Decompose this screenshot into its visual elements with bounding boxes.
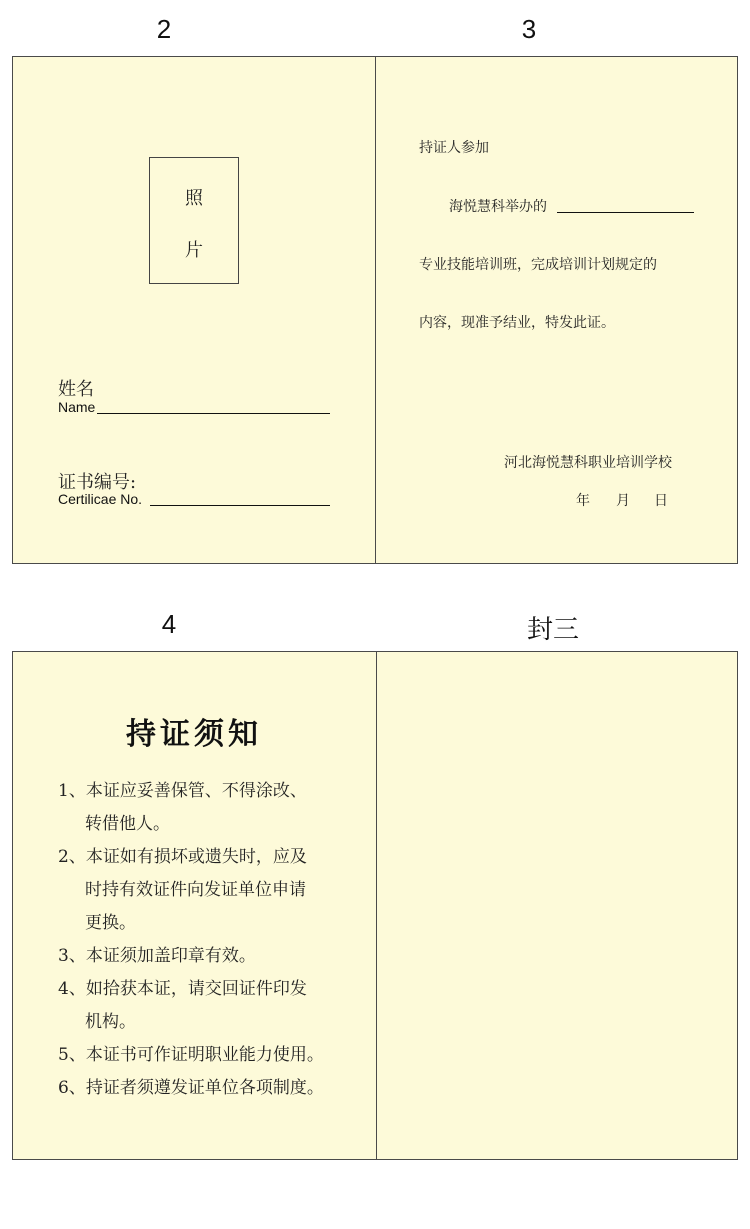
rule-line: 机构。 [85, 1012, 136, 1032]
name-underline [97, 413, 330, 414]
rule-line: 6、持证者须遵发证单位各项制度。 [58, 1078, 324, 1098]
photo-char-1: 照 [185, 188, 203, 209]
photo-box [149, 157, 239, 284]
inside-back-cover-page [377, 652, 737, 1159]
name-label-en: Name [58, 399, 96, 415]
cert-no-underline [150, 505, 330, 506]
cert-line-1: 持证人参加 [419, 140, 489, 156]
issuer-name: 河北海悦慧科职业培训学校 [504, 455, 672, 471]
rule-line: 4、如拾获本证，请交回证件印发 [58, 979, 307, 999]
rule-line: 时持有效证件向发证单位申请 [85, 880, 306, 900]
page-number-4: 4 [161, 609, 177, 639]
cert-line-2: 海悦慧科举办的 [449, 199, 547, 215]
photo-char-2: 片 [185, 240, 203, 261]
rule-line: 2、本证如有损坏或遗失时，应及 [58, 847, 307, 867]
bottom-spread [12, 651, 738, 1160]
rule-line: 更换。 [85, 913, 136, 933]
course-name-underline [557, 212, 694, 213]
spread-fold [375, 57, 376, 563]
rule-line: 1、本证应妥善保管、不得涂改、 [58, 781, 307, 801]
notice-rules [58, 775, 368, 1105]
top-spread [12, 56, 738, 564]
cert-no-label-cn: 证书编号: [58, 472, 137, 493]
cert-no-label-en: Certilicae No. [58, 491, 143, 507]
rule-line: 3、本证须加盖印章有效。 [58, 946, 256, 966]
page-number-2: 2 [156, 14, 172, 44]
date-year: 年 [576, 493, 590, 509]
page-number-inside-back-cover: 封三 [526, 614, 579, 644]
name-label-cn: 姓名 [58, 379, 94, 400]
notice-title: 持证须知 [126, 717, 262, 752]
rule-line: 5、本证书可作证明职业能力使用。 [58, 1045, 324, 1065]
rule-line: 转借他人。 [85, 814, 170, 834]
cert-line-4: 内容，现准予结业，特发此证。 [419, 315, 615, 331]
date-day: 日 [654, 493, 668, 509]
page-number-3: 3 [521, 14, 537, 44]
date-month: 月 [616, 493, 630, 509]
cert-line-3: 专业技能培训班，完成培训计划规定的 [419, 257, 657, 273]
